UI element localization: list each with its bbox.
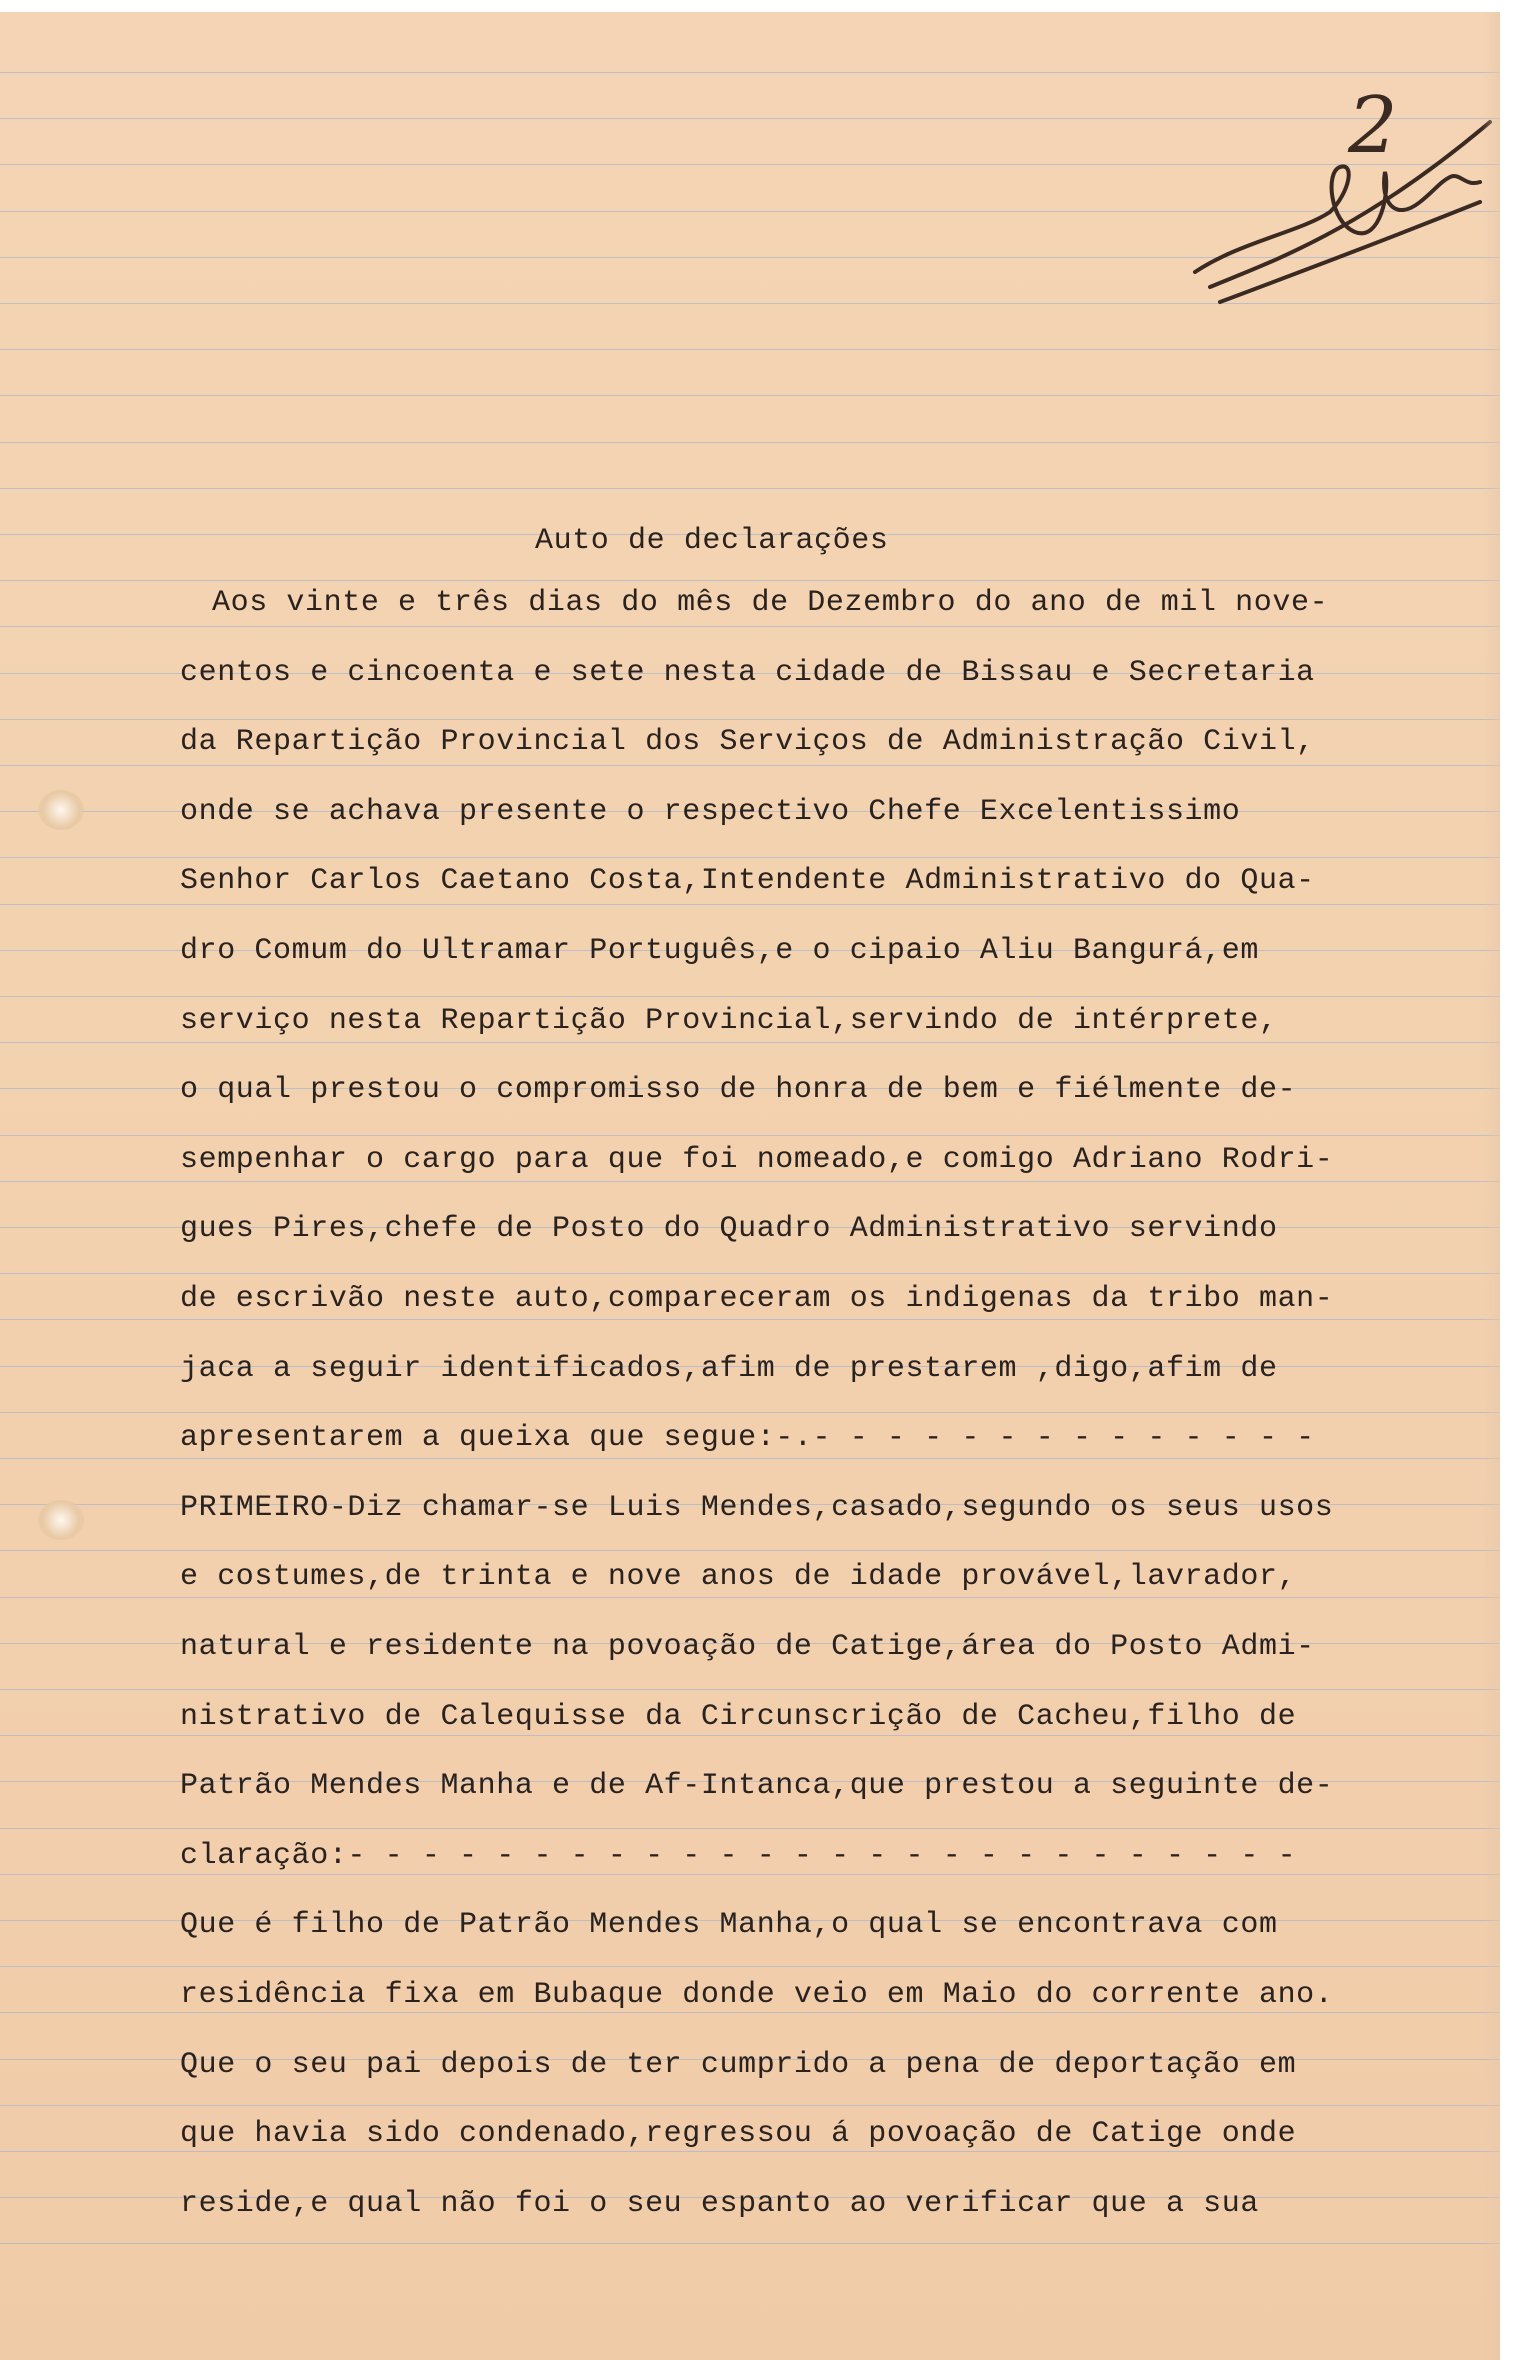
document-line: apresentarem a queixa que segue:-.- - - - - - - - - - - - - -	[180, 1421, 1315, 1456]
document-line: residência fixa em Bubaque donde veio em Maio do corrente ano.	[180, 1978, 1334, 2012]
document-line: Senhor Carlos Caetano Costa,Intendente Administrativo do Qua-	[180, 864, 1315, 899]
document-line: nistrativo de Calequisse da Circunscrição de Cacheu,filho de	[180, 1699, 1297, 1734]
document-line: sempenhar o cargo para que foi nomeado,e comigo Adriano Rodri-	[180, 1142, 1334, 1177]
document-line: dro Comum do Ultramar Português,e o cipaio Aliu Bangurá,em	[180, 934, 1259, 968]
document-line: onde se achava presente o respectivo Chefe Excelentissimo	[180, 794, 1241, 829]
document-page	[0, 12, 1500, 2360]
document-line: gues Pires,chefe de Posto do Quadro Administrativo servindo	[180, 1212, 1278, 1247]
document-line: claração:- - - - - - - - - - - - - - - - - - - - - - - - - -	[180, 1838, 1297, 1873]
document-line: que havia sido condenado,regressou á povoação de Catige onde	[180, 2117, 1297, 2152]
document-line: centos e cincoenta e sete nesta cidade de Bissau e Secretaria	[180, 655, 1315, 690]
document-title: Auto de declarações	[535, 524, 889, 558]
document-body	[0, 12, 1500, 2360]
document-line: e costumes,de trinta e nove anos de idade provável,lavrador,	[180, 1560, 1297, 1595]
document-line: PRIMEIRO-Diz chamar-se Luis Mendes,casado,segundo os seus usos	[180, 1490, 1334, 1525]
document-line: jaca a seguir identificados,afim de prestarem ,digo,afim de	[180, 1351, 1278, 1386]
document-line: reside,e qual não foi o seu espanto ao verificar que a sua	[180, 2186, 1259, 2221]
document-line: de escrivão neste auto,compareceram os indigenas da tribo man-	[180, 1282, 1334, 1316]
document-line: Que o seu pai depois de ter cumprido a pena de deportação em	[180, 2047, 1297, 2082]
document-line: Que é filho de Patrão Mendes Manha,o qual se encontrava com	[180, 1908, 1278, 1943]
document-line: serviço nesta Repartição Provincial,servindo de intérprete,	[180, 1003, 1278, 1038]
document-line: o qual prestou o compromisso de honra de bem e fiélmente de-	[180, 1073, 1297, 1108]
document-line: natural e residente na povoação de Catige,área do Posto Admi-	[180, 1630, 1315, 1664]
document-line: Patrão Mendes Manha e de Af-Intanca,que prestou a seguinte de-	[180, 1769, 1334, 1804]
document-line: da Repartição Provincial dos Serviços de Administração Civil,	[180, 725, 1315, 760]
document-line: Aos vinte e três dias do mês de Dezembro do ano de mil nove-	[212, 586, 1329, 620]
folio-number: 2	[1348, 81, 1398, 171]
